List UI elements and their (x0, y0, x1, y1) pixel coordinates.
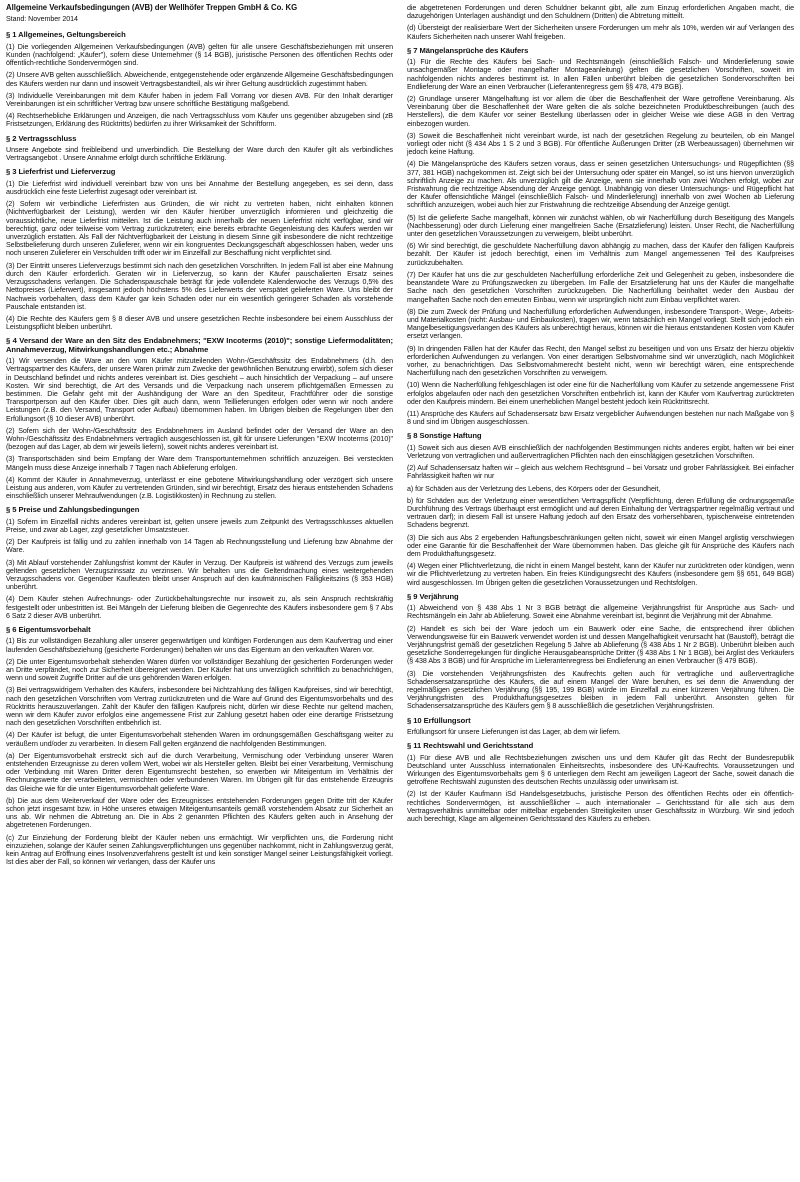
paragraph: (2) Sofern wir verbindliche Lieferfristen aus Gründen, die wir nicht zu vertreten haben, nicht einhalten können (Nichtverfügbarkeit der Leistung), werden wir den Käufer hierüber unverzüglich informieren und gleichzeitig die voraussichtliche, neue Lieferfrist mitteilen. Ist die Leistung auch innerhalb der neuen Lieferfrist nicht verfügbar, sind wir berechtigt, ganz oder teilweise vom Vertrag zurückzutreten; eine bereits erbrachte Gegenleistung des Käufers werden wir unverzüglich erstatten. Als Fall der Nichtverfügbarkeit der Leistung in diesem Sinne gilt insbesondere die nicht rechtzeitige Selbstbelieferung durch unseren Zulieferer, wenn wir ein kongruentes Deckungsgeschäft abgeschlossen haben, weder uns noch unseren Zulieferer ein Verschulden trifft oder wir im Einzelfall zur Beschaffung nicht verpflichtet sind. (6, 200, 393, 258)
section-0-0 (6, 31, 393, 128)
section-0-2 (6, 168, 393, 331)
paragraph: (6) Wir sind berechtigt, die geschuldete Nacherfüllung davon abhängig zu machen, dass der Käufer den fälligen Kaufpreis bezahlt. Der Käufer ist jedoch berechtigt, einen im Verhältnis zum Mangel angemessenen Teil des Kaufpreises zurückzubehalten. (407, 242, 794, 267)
paragraph: (3) Transportschäden sind beim Empfang der Ware dem Transportunternehmen schriftlich anzuzeigen. Bei versteckten Mängeln muss diese Anzeige innerhalb 7 Tagen nach Ablieferung erfolgen. (6, 455, 393, 472)
paragraph: (a) Der Eigentumsvorbehalt erstreckt sich auf die durch Verarbeitung, Vermischung oder Verbindung unserer Waren entstehenden Erzeugnisse zu deren vollem Wert, wobei wir als Hersteller gelten. Bleibt bei einer Verarbeitung, Vermischung oder Verbindung mit Waren Dritter deren Eigentumsrecht bestehen, so erwerben wir Miteigentum im Verhältnis der Rechnungswerte der verarbeiteten, vermischten oder verbundenen Waren. Im Übrigen gilt für das entstehende Erzeugnis das Gleiche wie für die unter Eigentumsvorbehalt gelieferte Ware. (6, 751, 393, 793)
paragraph: (3) Der Eintritt unseres Lieferverzugs bestimmt sich nach den gesetzlichen Vorschriften. In jedem Fall ist aber eine Mahnung durch den Käufer erforderlich. Geraten wir in Lieferverzug, so kann der Käufer pauschalierten Ersatz seines Verzugsschadens verlangen. Die Schadenspauschale beträgt für jede vollendete Kalenderwoche des Verzugs 0,5% des Nettopreises (Lieferwert), insgesamt jedoch höchstens 5% des Lieferwerts der verspätet gelieferten Ware. Uns bleibt der Nachweis vorbehalten, dass dem Käufer gar kein Schaden oder nur ein wesentlich geringerer Schaden als vorstehende Pauschale entstanden ist. (6, 261, 393, 311)
section-0-5 (6, 626, 393, 866)
paragraph: (1) Wir versenden die Ware an den vom Käufer mitzuteilenden Wohn-/Geschäftssitz des Endabnehmers (d.h. den Vertragspartner des Käufers, der unsere Waren primär zum Zwecke der gewöhnlichen Benutzung erwirbt), sofern sich dieser in Deutschland befindet und nichts anderes vereinbart ist. Dies geschieht – auch hinsichtlich der Verpackung – auf unsere Kosten. Wir sind berechtigt, die Art des Versands und die Verpackung nach unserem pflichtgemäßen Ermessen zu bestimmen. Die Gefahr geht mit der Aushändigung der Ware an den Spediteur, Frachtführer oder die sonstige Transportperson auf den Käufer über. Dies gilt auch dann, wenn Teillieferungen erfolgen oder wenn wir noch andere Leistungen (z.B. den Versand, Transport oder Aufbau) übernommen haben. Im Übrigen bleiben die Regelungen über den Erfüllungsort (§ 10 dieser AVB) unberührt. (6, 357, 393, 423)
paragraph: (2) Ist der Käufer Kaufmann iSd Handelsgesetzbuchs, juristische Person des öffentlichen Rechts oder ein öffentlich-rechtliches Sondervermögen, ist ausschließlicher – auch internationaler – Gerichtsstand für alle sich aus dem Vertragsverhältnis unmittelbar oder mittelbar ergebenden Streitigkeiten unser Geschäftssitz in Würzburg. Wir sind jedoch auch berechtigt, Klage am allgemeinen Gerichtsstand des Käufers zu erheben. (407, 790, 794, 824)
paragraph: (1) Die vorliegenden Allgemeinen Verkaufsbedingungen (AVB) gelten für alle unsere Geschäftsbeziehungen mit unseren Kunden (nachfolgend: „Käufer"), sofern diese Unternehmer (§ 14 BGB), juristische Personen des öffentlichen Rechts oder öffentlich-rechtliche Sondervermögen sind. (6, 42, 393, 68)
paragraph: (3) Die sich aus Abs 2 ergebenden Haftungsbeschränkungen gelten nicht, soweit wir einen Mangel arglistig verschwiegen oder eine Garantie für die Beschaffenheit der Ware übernommen haben. Das gleiche gilt für Ansprüche des Käufers nach dem Produkthaftungsgesetz. (407, 533, 794, 558)
section-heading: § 6 Eigentumsvorbehalt (6, 625, 91, 635)
section-heading: § 10 Erfüllungsort (407, 715, 471, 725)
paragraph: (2) Auf Schadensersatz haften wir – gleich aus welchem Rechtsgrund – bei Vorsatz und grober Fahrlässigkeit. Bei einfacher Fahrlässigkeit haften wir nur (407, 464, 794, 481)
paragraph: (1) Die Lieferfrist wird individuell vereinbart bzw von uns bei Annahme der Bestellung angegeben, es sei denn, dass ausdrücklich eine feste Lieferfrist zugesagt oder vereinbart ist. (6, 179, 393, 197)
section-heading: § 7 Mängelansprüche des Käufers (407, 45, 529, 55)
section-heading: § 2 Vertragsschluss (6, 133, 77, 143)
paragraph: (7) Der Käufer hat uns die zur geschuldeten Nacherfüllung erforderliche Zeit und Gelegenheit zu geben, insbesondere die beanstandete Ware zu Prüfungszwecken zu übergeben. Im Falle der Ersatzlieferung hat uns der Käufer die mangelhafte Sache nach den gesetzlichen Vorschriften zurückzugeben. Die Nacherfüllung beinhaltet weder den Ausbau der mangelhaften Sache noch den erneuten Einbau, wenn wir ursprünglich nicht zum Einbau verpflichtet waren. (407, 270, 794, 304)
paragraph: (3) Mit Ablauf vorstehender Zahlungsfrist kommt der Käufer in Verzug. Der Kaufpreis ist während des Verzugs zum jeweils geltenden gesetzlichen Verzugszinssatz zu verzinsen. Wir behalten uns die Geltendmachung eines weitergehenden Verzugsschadens vor. Gegenüber Kaufleuten bleibt unser Anspruch auf den kaufmännischen Fälligkeitszins (§ 353 HGB) unberührt. (6, 558, 393, 592)
paragraph: Unsere Angebote sind freibleibend und unverbindlich. Die Bestellung der Ware durch den Käufer gilt als verbindliches Vertragsangebot . Unsere Annahme erfolgt durch schriftliche Erklärung. (6, 146, 393, 163)
paragraph: (3) Individuelle Vereinbarungen mit dem Käufer haben in jedem Fall Vorrang vor diesen AVB. Für den Inhalt derartiger Vereinbarungen ist ein schriftlicher Vertrag bzw unsere schriftliche Bestätigung maßgebend. (6, 91, 393, 109)
section-heading: § 8 Sonstige Haftung (407, 431, 482, 441)
paragraph: (9) In dringenden Fällen hat der Käufer das Recht, den Mangel selbst zu beseitigen und von uns Ersatz der hierzu objektiv erforderlichen Aufwendungen zu verlangen. Von einer derartigen Selbstvornahme sind wir unverzüglich, nach Möglichkeit vorher, zu benachrichtigen. Das Selbstvornahmerecht besteht nicht, wenn wir berechtigt wären, eine entsprechende Nacherfüllung nach den gesetzlichen Vorschriften zu verweigern. (407, 344, 794, 378)
right-column (407, 4, 794, 1182)
paragraph: (4) Dem Käufer stehen Aufrechnungs- oder Zurückbehaltungsrechte nur insoweit zu, als sein Anspruch rechtskräftig festgestellt oder unbestritten ist. Bei Mängeln der Lieferung bleiben die Gegenrechte des Käufers insbesondere gem § 7 Abs 6 Satz 2 dieser AVB unberührt. (6, 595, 393, 620)
paragraph: (4) Die Rechte des Käufers gem § 8 dieser AVB und unsere gesetzlichen Rechte insbesondere bei einem Ausschluss der Leistungspflicht bleiben unberührt. (6, 314, 393, 332)
paragraph: (4) Kommt der Käufer in Annahmeverzug, unterlässt er eine gebotene Mitwirkungshandlung oder verzögert sich unsere Leistung aus anderen, vom Käufer zu vertretenden Gründen, sind wir berechtigt, Ersatz des hieraus entstehenden Schadens einschließlich unserer Mehraufwendungen (z.B. Logistikkosten) in Rechnung zu stellen. (6, 475, 393, 501)
document-date: Stand: November 2014 (6, 15, 78, 24)
section-1-1 (407, 47, 794, 427)
section-heading: § 9 Verjährung (407, 591, 459, 601)
paragraph: (4) Der Käufer ist befugt, die unter Eigentumsvorbehalt stehenden Waren im ordnungsgemäßen Geschäftsgang weiter zu veräußern und/oder zu verarbeiten. In diesem Fall gelten ergänzend die nachfolgenden Bestimmungen. (6, 731, 393, 748)
paragraph: (4) Wegen einer Pflichtverletzung, die nicht in einem Mangel besteht, kann der Käufer nur zurücktreten oder kündigen, wenn wir die Pflichtverletzung zu vertreten haben. Ein freies Kündigungsrecht des Käufers (insbesondere gem §§ 651, 649 BGB) wird ausgeschlossen. Im Übrigen gelten die gesetzlichen Voraussetzungen und Rechtsfolgen. (407, 562, 794, 587)
paragraph: (2) Die unter Eigentumsvorbehalt stehenden Waren dürfen vor vollständiger Bezahlung der gesicherten Forderungen weder an Dritte verpfändet, noch zur Sicherheit übereignet werden. Der Käufer hat uns unverzüglich schriftlich zu benachrichtigen, wenn und soweit Zugriffe Dritter auf die uns gehörenden Waren erfolgen. (6, 657, 393, 683)
section-1-5 (407, 742, 794, 823)
section-0-1 (6, 135, 393, 163)
paragraph: Erfüllungsort für unsere Lieferungen ist das Lager, ab dem wir liefern. (407, 728, 621, 737)
section-heading: § 1 Allgemeines, Geltungsbereich (6, 30, 126, 40)
paragraph: (2) Handelt es sich bei der Ware jedoch um ein Bauwerk oder eine Sache, die entsprechend ihrer üblichen Verwendungsweise für ein Bauwerk verwendet worden ist und dessen Mangelhaftigkeit verursacht hat (Baustoff), beträgt die Verjährungsfrist gemäß der gesetzlichen Regelung 5 Jahre ab Ablieferung (§ 438 Abs 1 Nr 2 BGB). Unberührt bleiben auch gesetzliche Sonderregelungen für dingliche Herausgabeansprüche Dritter (§ 438 Abs 1 Nr 1 BGB), bei Arglist des Verkäufers (§ 438 Abs 3 BGB) und für Ansprüche im Lieferantenregress bei Endlieferung an einen Verbraucher (§ 479 BGB). (407, 624, 794, 666)
section-heading: § 3 Lieferfrist und Lieferverzug (6, 167, 116, 177)
paragraph: (3) Die vorstehenden Verjährungsfristen des Kaufrechts gelten auch für vertragliche und außervertragliche Schadensersatzansprüche des Käufers, die auf einem Mangel der Ware beruhen, es sei denn die Anwendung der regelmäßigen gesetzlichen Verjährung (§§ 195, 199 BGB) würde im Einzelfall zu einer kürzeren Verjährung führen. Die Verjährungsfristen des Produkthaftungsgesetzes bleiben in jedem Fall unberührt. Ansonsten gelten für Schadensersatzansprüche des Käufers gem § 8 ausschließlich die gesetzlichen Verjährungsfristen. (407, 669, 794, 711)
paragraph: (3) Soweit die Beschaffenheit nicht vereinbart wurde, ist nach der gesetzlichen Regelung zu beurteilen, ob ein Mangel vorliegt oder nicht (§ 434 Abs 1 S 2 und 3 BGB). Für öffentliche Äußerungen Dritter (zB Werbeaussagen) übernehmen wir jedoch keine Haftung. (407, 131, 794, 157)
paragraph: (1) Soweit sich aus diesen AVB einschließlich der nachfolgenden Bestimmungen nichts anderes ergibt, haften wir bei einer Verletzung von vertraglichen und außervertraglichen Pflichten nach den einschlägigen gesetzlichen Vorschriften. (407, 443, 794, 460)
paragraph: (11) Ansprüche des Käufers auf Schadensersatz bzw Ersatz vergeblicher Aufwendungen bestehen nur nach Maßgabe von § 8 und sind im Übrigen ausgeschlossen. (407, 409, 794, 427)
paragraph: (b) Die aus dem Weiterverkauf der Ware oder des Erzeugnisses entstehenden Forderungen gegen Dritte tritt der Käufer schon jetzt insgesamt bzw. in Höhe unseres etwaigen Miteigentumsanteils gemäß vorstehendem Absatz zur Sicherheit an uns ab. Wir nehmen die Abtretung an. Die in Abs 2 genannten Pflichten des Käufers gelten auch in Ansehung der abgetretenen Forderungen. (6, 796, 393, 830)
section-0-4 (6, 506, 393, 620)
document-title: Allgemeine Verkaufsbedingungen (AVB) der Wellhöfer Treppen GmbH & Co. KG (6, 3, 298, 12)
paragraph: (1) Bis zur vollständigen Bezahlung aller unserer gegenwärtigen und künftigen Forderungen aus dem Kaufvertrag und einer laufenden Geschäftsbeziehung (gesicherte Forderungen) behalten wir uns das Eigentum an den verkauften Waren vor. (6, 637, 393, 654)
paragraph: (5) Ist die gelieferte Sache mangelhaft, können wir zunächst wählen, ob wir Nacherfüllung durch Beseitigung des Mangels (Nachbesserung) oder durch Lieferung einer mangelfreien Sache (Ersatzlieferung) leisten. Unser Recht, die Nacherfüllung unter den gesetzlichen Voraussetzungen zu verweigern, bleibt unberührt. (407, 213, 794, 239)
section-1-4 (407, 717, 794, 737)
paragraph: (2) Grundlage unserer Mängelhaftung ist vor allem die über die Beschaffenheit der Ware getroffene Vereinbarung. Als Vereinbarung über die Beschaffenheit der Ware gelten die als solche bezeichneten Produktbeschreibungen (auch des Herstellers), die dem Käufer vor seiner Bestellung überlassen oder in gleicher Weise wie diese AGB in den Vertrag einbezogen wurden. (407, 95, 794, 128)
paragraph: die abgetretenen Forderungen und deren Schuldner bekannt gibt, alle zum Einzug erforderlichen Angaben macht, die dazugehörigen Unterlagen aushändigt und den Schuldnern (Dritten) die Abtretung mitteilt. (407, 4, 794, 21)
section-1-3 (407, 593, 794, 711)
paragraph: (2) Unsere AVB gelten ausschließlich. Abweichende, entgegenstehende oder ergänzende Allgemeine Geschäftsbedingungen des Käufers werden nur dann und insoweit Vertragsbestandteil, als wir ihrer Geltung ausdrücklich zugestimmt haben. (6, 71, 393, 88)
paragraph: (2) Der Kaufpreis ist fällig und zu zahlen innerhalb von 14 Tagen ab Rechnungsstellung und Lieferung bzw Abnahme der Ware. (6, 538, 393, 555)
section-0-3 (6, 337, 393, 500)
left-column (6, 4, 393, 1182)
paragraph: (1) Sofern im Einzelfall nichts anderes vereinbart ist, gelten unsere jeweils zum Zeitpunkt des Vertragsschlusses aktuellen Preise, und zwar ab Lager, zzgl gesetzlicher Umsatzsteuer. (6, 517, 393, 534)
section-1-2 (407, 432, 794, 586)
paragraph: (1) Abweichend von § 438 Abs 1 Nr 3 BGB beträgt die allgemeine Verjährungsfrist für Ansprüche aus Sach- und Rechtsmängeln ein Jahr ab Ablieferung. Soweit eine Abnahme vereinbart ist, beginnt die Verjährung mit der Abnahme. (407, 604, 794, 621)
section-1-0 (407, 4, 794, 41)
paragraph: (4) Rechtserhebliche Erklärungen und Anzeigen, die nach Vertragsschluss vom Käufer uns gegenüber abzugeben sind (zB Fristsetzungen, Erklärung des Rücktritts) bedürfen zu ihrer Wirksamkeit der Schriftform. (6, 112, 393, 129)
section-heading: § 4 Versand der Ware an den Sitz des Endabnehmers; "EXW Incoterms (2010)"; sonstige Liefermodalitäten; Annahmeverzug, Mitwirkungshandlungen etc.; Abnahme (6, 336, 393, 354)
paragraph: (1) Für diese AVB und alle Rechtsbeziehungen zwischen uns und dem Käufer gilt das Recht der Bundesrepublik Deutschland unter Ausschluss internationalen Einheitsrechts, insbesondere des UN-Kaufrechts. Voraussetzungen und Wirkungen des Eigentumsvorbehalts gem § 6 unterliegen dem Recht am jeweiligen Lageort der Sache, soweit danach die getroffene Rechtswahl zugunsten des deutschen Rechts unzulässig oder unwirksam ist. (407, 753, 794, 787)
paragraph: (d) Übersteigt der realisierbare Wert der Sicherheiten unsere Forderungen um mehr als 10%, werden wir auf Verlangen des Käufers Sicherheiten nach unserer Wahl freigeben. (407, 24, 794, 41)
paragraph: (2) Sofern sich der Wohn-/Geschäftssitz des Endabnehmers im Ausland befindet oder der Versand der Ware an den Wohn-/Geschäftssitz des Endabnehmers vertraglich ausgeschlossen ist, gilt für unsere Lieferungen "EXW Incoterms (2010)" (bezogen auf das Lager, ab dem wir jeweils liefern), soweit nichts anderes vereinbart ist. (6, 426, 393, 452)
paragraph: (10) Wenn die Nacherfüllung fehlgeschlagen ist oder eine für die Nacherfüllung vom Käufer zu setzende angemessene Frist erfolglos abgelaufen oder nach den gesetzlichen Vorschriften entbehrlich ist, kann der Käufer vom Kaufvertrag zurücktreten oder den Kaufpreis mindern. Bei einem unerheblichen Mangel besteht jedoch kein Rücktrittsrecht. (407, 381, 794, 406)
paragraph: (8) Die zum Zweck der Prüfung und Nacherfüllung erforderlichen Aufwendungen, insbesondere Transport-, Wege-, Arbeits- und Materialkosten (nicht: Ausbau- und Einbaukosten), tragen wir, wenn tatsächlich ein Mangel vorliegt. Stellt sich jedoch ein Mangelbeseitigungsverlangen des Käufers als unberechtigt heraus, können wir die hieraus entstandenen Kosten vom Käufer ersetzt verlangen. (407, 307, 794, 341)
paragraph: (1) Für die Rechte des Käufers bei Sach- und Rechtsmängeln (einschließlich Falsch- und Minderlieferung sowie unsachgemäßer Montage oder mangelhafter Montageanleitung) gelten die gesetzlichen Vorschriften, soweit im nachfolgenden nichts anderes bestimmt ist. In allen Fällen unberührt bleiben die gesetzlichen Sondervorschriften bei Endlieferung der Ware an einen Verbraucher (Lieferantenregress gem §§ 478, 479 BGB). (407, 58, 794, 91)
section-heading: § 5 Preise und Zahlungsbedingungen (6, 505, 140, 515)
paragraph: (3) Bei vertragswidrigem Verhalten des Käufers, insbesondere bei Nichtzahlung des fälligen Kaufpreises, sind wir berechtigt, nach den gesetzlichen Vorschriften vom Vertrag zurückzutreten und die Ware auf Grund des Eigentumsvorbehalts und des Rücktritts herauszuverlangen. Zahlt der Käufer den fälligen Kaufpreis nicht, dürfen wir diese Rechte nur geltend machen, wenn wir dem Käufer zuvor erfolglos eine angemessene Frist zur Zahlung gesetzt haben oder eine derartige Fristsetzung nach den gesetzlichen Vorschriften entbehrlich ist. (6, 686, 393, 728)
paragraph: b) für Schäden aus der Verletzung einer wesentlichen Vertragspflicht (Verpflichtung, deren Erfüllung die ordnungsgemäße Durchführung des Vertrags überhaupt erst ermöglicht und auf deren Einhaltung der Vertragspartner regelmäßig vertraut und vertrauen darf); in diesem Fall ist unsere Haftung jedoch auf den Ersatz des vorhersehbaren, typischerweise eintretenden Schadens begrenzt. (407, 496, 794, 530)
paragraph: (4) Die Mängelansprüche des Käufers setzen voraus, dass er seinen gesetzlichen Untersuchungs- und Rügepflichten (§§ 377, 381 HGB) nachgekommen ist. Zeigt sich bei der Untersuchung oder später ein Mangel, so ist uns hiervon unverzüglich schriftlich Anzeige zu machen. Als unverzüglich gilt die Anzeige, wenn sie innerhalb von zwei Wochen erfolgt, wobei zur Fristwahrung die rechtzeitige Absendung der Anzeige genügt. Unabhängig von dieser Untersuchungs- und Rügepflicht hat der Käufer offensichtliche Mängel (einschließlich Falsch- und Minderlieferung) innerhalb von zwei Wochen ab Lieferung schriftlich anzuzeigen, wobei auch hier zur Fristwahrung die rechtzeitige Absendung der Anzeige genügt. (407, 160, 794, 210)
section-heading: § 11 Rechtswahl und Gerichtsstand (407, 741, 534, 751)
paragraph: a) für Schäden aus der Verletzung des Lebens, des Körpers oder der Gesundheit, (407, 484, 661, 493)
paragraph: (c) Zur Einziehung der Forderung bleibt der Käufer neben uns ermächtigt. Wir verpflichten uns, die Forderung nicht einzuziehen, solange der Käufer seinen Zahlungsverpflichtungen uns gegenüber nachkommt, nicht in Zahlungsverzug gerät, kein Antrag auf Eröffnung eines Insolvenzverfahrens gestellt ist und kein sonstiger Mangel seiner Leistungsfähigkeit vorliegt. Ist dies aber der Fall, so können wir verlangen, dass der Käufer uns (6, 833, 393, 867)
